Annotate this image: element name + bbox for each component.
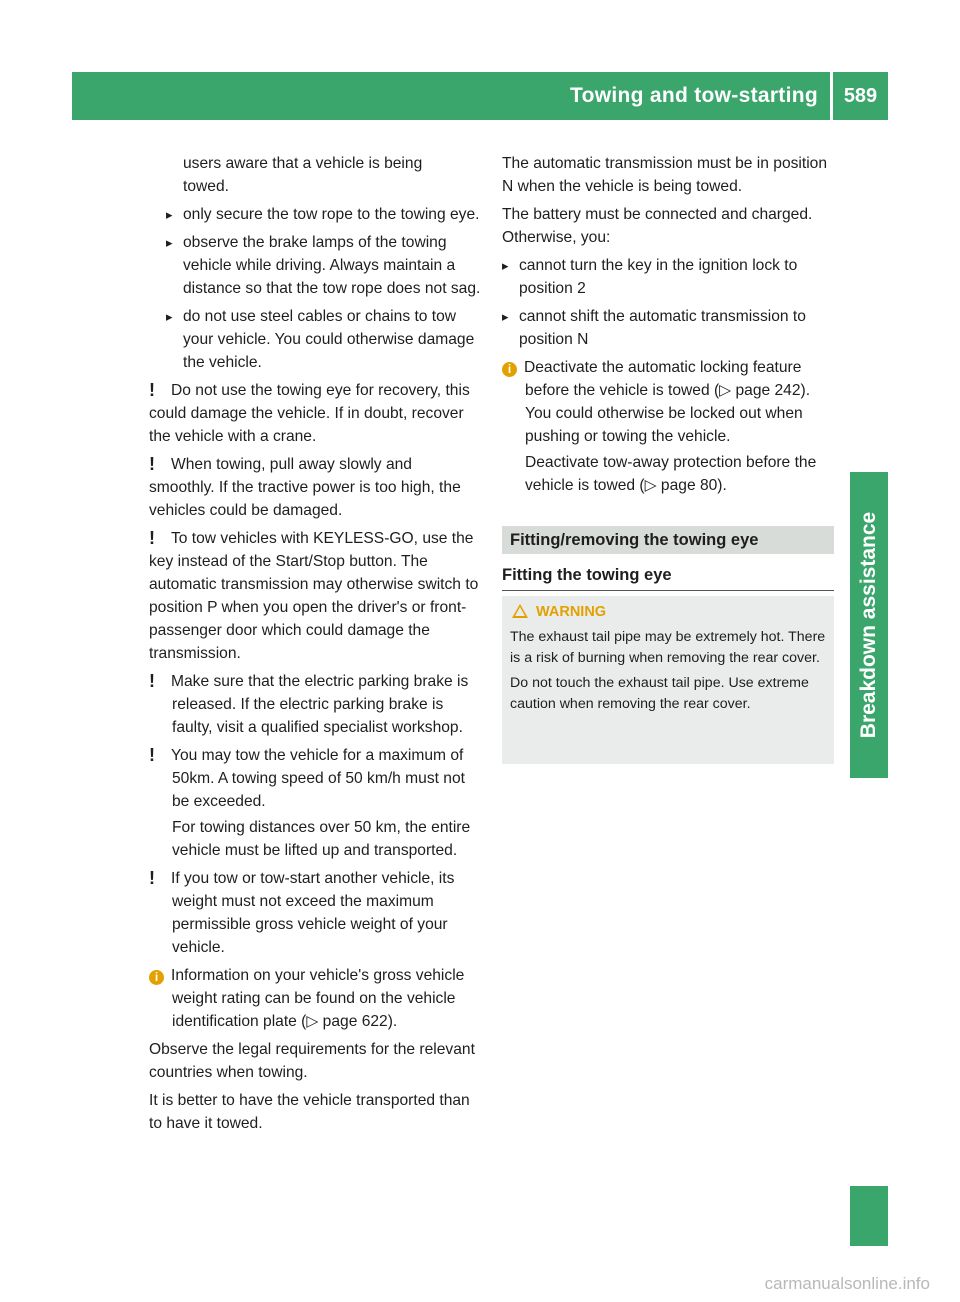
- info-note: [149, 964, 481, 1033]
- right-column: [502, 152, 834, 502]
- sub-heading: Fitting the towing eye: [502, 562, 834, 591]
- body-paragraph: The automatic transmission must be in position N when the vehicle is being towed.: [502, 155, 828, 195]
- warning-text: Do not touch the exhaust tail pipe. Use extreme caution when removing the rear cover.: [510, 675, 809, 712]
- watermark: carmanualsonline.info: [764, 1274, 930, 1293]
- section-heading: Fitting/removing the towing eye: [502, 526, 834, 554]
- info-text: Information on your vehicle's gross vehicle weight rating can be found on the vehicle identification plate (▷ page 622).: [171, 967, 465, 1030]
- bullet-item: ▸ only secure the tow rope to the towing eye.: [166, 203, 481, 226]
- warning-header: [510, 602, 826, 623]
- chapter-title: Towing and tow-starting: [570, 84, 818, 107]
- note-text: To tow vehicles with KEYLESS-GO, use the key instead of the Start/Stop button. The automatic transmission may otherwise switch to position P when you open the driver's or front-passenger door which could damage the transmission.: [149, 530, 479, 662]
- bullet-item: ▸ cannot turn the key in the ignition lock to position 2: [502, 254, 834, 300]
- side-tab-label: Breakdown assistance: [857, 511, 880, 739]
- body-paragraph: It is better to have the vehicle transported than to have it towed.: [149, 1092, 470, 1132]
- note-text: When towing, pull away slowly and smoothly. If the tractive power is too high, the vehicles could be damaged.: [149, 456, 461, 519]
- caution-note: [149, 670, 481, 739]
- caution-note: [149, 744, 481, 813]
- note-continuation: For towing distances over 50 km, the entire vehicle must be lifted up and transported.: [172, 819, 471, 859]
- note-text: You may tow the vehicle for a maximum of 50km. A towing speed of 50 km/h must not be exceeded.: [171, 747, 465, 810]
- caution-note: [149, 867, 481, 959]
- info-continuation: Deactivate tow-away protection before the vehicle is towed (▷ page 80).: [525, 454, 817, 494]
- page-number: 589: [843, 85, 878, 107]
- body-paragraph: Observe the legal requirements for the relevant countries when towing.: [149, 1041, 475, 1081]
- info-text: Deactivate the automatic locking feature before the vehicle is towed (▷ page 242). You could otherwise be locked out when pushing or towing the vehicle.: [524, 359, 811, 445]
- exclamation-icon: !: [149, 671, 155, 691]
- warning-label: WARNING: [536, 604, 607, 620]
- note-text: If you tow or tow-start another vehicle, its weight must not exceed the maximum permissible gross vehicle weight of your vehicle.: [171, 870, 455, 956]
- info-icon: i: [502, 362, 517, 377]
- info-note: [502, 356, 834, 448]
- exclamation-icon: !: [149, 380, 155, 400]
- side-marker-block: [850, 1186, 888, 1246]
- bullet-item: ▸ cannot shift the automatic transmission to position N: [502, 305, 834, 351]
- bullet-item: ▸ do not use steel cables or chains to tow your vehicle. You could otherwise damage the vehicle.: [166, 305, 481, 374]
- exclamation-icon: !: [149, 454, 155, 474]
- bullet-item: ▸ observe the brake lamps of the towing vehicle while driving. Always maintain a distance so that the tow rope does not sag.: [166, 231, 481, 300]
- caution-note: [149, 453, 481, 522]
- section-side-tab: [850, 472, 888, 778]
- warning-box: [502, 596, 834, 764]
- note-text: Make sure that the electric parking brake is released. If the electric parking brake is faulty, visit a qualified specialist workshop.: [171, 673, 469, 736]
- header-bar: [72, 72, 888, 120]
- caution-note: [149, 527, 481, 665]
- note-text: Do not use the towing eye for recovery, this could damage the vehicle. If in doubt, recover the vehicle with a crane.: [149, 382, 470, 445]
- info-icon: i: [149, 970, 164, 985]
- exclamation-icon: !: [149, 745, 155, 765]
- continued-text-line: towed.: [183, 178, 229, 195]
- warning-triangle-icon: [512, 604, 528, 618]
- body-paragraph: The battery must be connected and charged. Otherwise, you:: [502, 206, 813, 246]
- warning-text: The exhaust tail pipe may be extremely hot. There is a risk of burning when removing the rear cover.: [510, 629, 826, 666]
- exclamation-icon: !: [149, 868, 155, 888]
- exclamation-icon: !: [149, 528, 155, 548]
- continued-text-line: users aware that a vehicle is being: [183, 155, 423, 172]
- left-column: [149, 152, 481, 1140]
- caution-note: [149, 379, 481, 448]
